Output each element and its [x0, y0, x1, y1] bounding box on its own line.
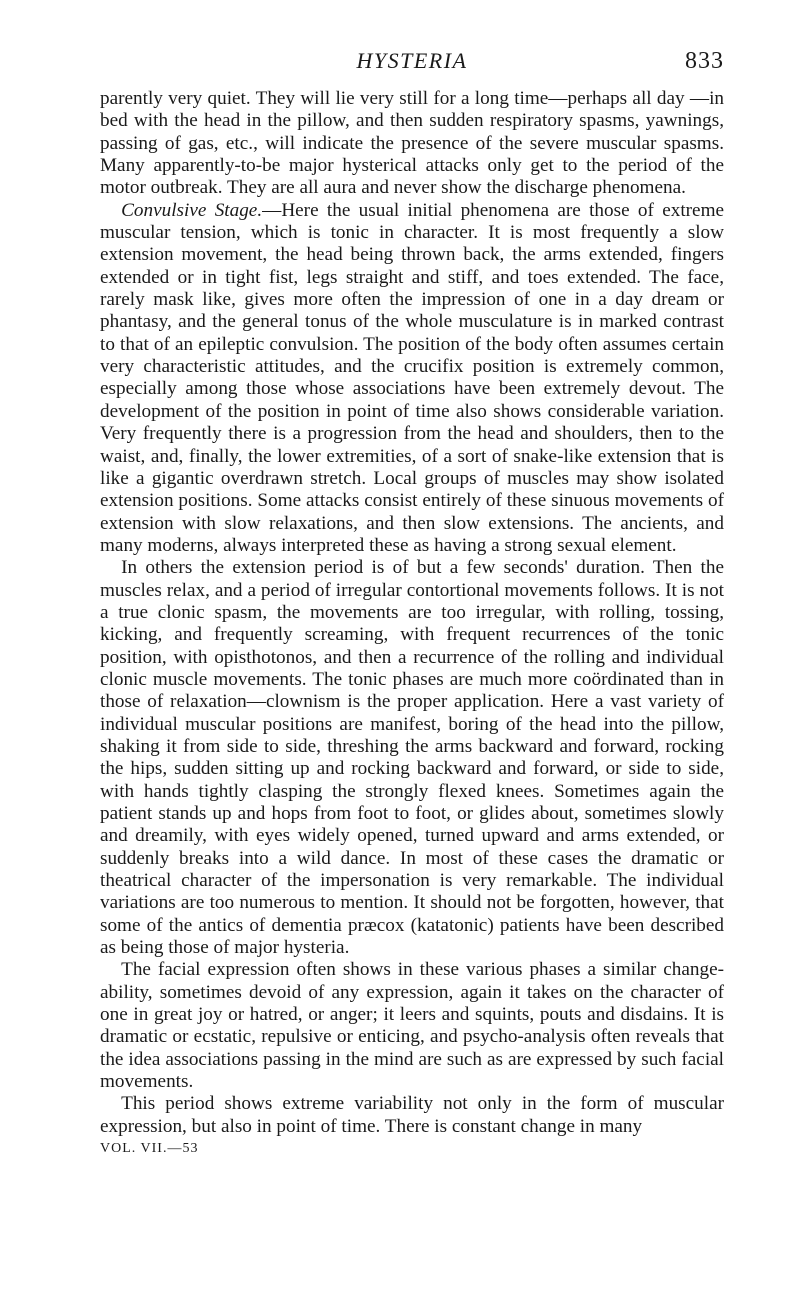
paragraph-text: —Here the usual initial phenomena are those of extreme muscular tension, which is tonic in character. It is most frequently a slow extension movement, the head being thrown back, the arms extended, fingers extended or in tight fist, legs straight and stiff, and toes extended. The face, rarely mask like, gives more often the impression of one in a day dream or phantasy, and the general tonus of the whole musculature is in marked contrast to that of an epileptic convulsion. The position of the body often assumes certain very characteristic attitudes, and the crucifix position is extremely common, especially among those whose associations have been extremely devout. The development of the position in point of time also shows considerable variation. Very frequently there is a progression from the head and shoulders, then to the waist, and, finally, the lower extremities, of a sort of snake-like extension that is like a gigantic overdrawn stretch. Local groups of muscles may show isolated extension positions. Some attacks consist entirely of these sinuous movements of extension with slow relaxations, and then slow extensions. The ancients, and many moderns, always interpreted these as having a strong sexual element. — [100, 199, 725, 556]
paragraph-text: In others the extension period is of but a few seconds' duration. Then the muscles relax, and a period of irregular contortional movements follows. It is not a true clonic spasm, the movements are too irregular, with rolling, tossing, kicking, and frequently screaming, with frequent recurrences of the tonic position, with opisthotonos, and then a recurrence of the rolling and individual clonic muscle movements. The tonic phases are much more coördinated than in those of relaxation—clownism is the proper application. Here a vast variety of individual muscular positions are manifest, boring of the head into the pillow, shaking it from side to side, threshing the arms backward and forward, rocking the hips, sudden sitting up and rocking backward and forward, or side to side, with hands tightly clasping the strongly flexed knees. Sometimes again the patient stands up and hops from foot to foot, or glides about, sometimes slowly and dreamily, with eyes widely opened, turned upward and arms extended, or suddenly breaks into a wild dance. In most of these cases the dramatic or theatrical character of the impersonation is very remarkable. The individual variations are too numerous to mention. It should not be forgotten, however, that some of the antics of dementia præcox (katatonic) patients have been described as being those of major hysteria. — [100, 557, 724, 959]
body-text — [100, 88, 724, 1138]
paragraph-text: This period shows extreme variability not only in the form of muscular expression, but also in point of time. There is constant change in many — [100, 1093, 724, 1137]
paragraph-variability — [100, 1093, 724, 1138]
paragraph-convulsive-stage — [100, 200, 724, 558]
paragraph-continuation — [100, 88, 724, 200]
running-head — [100, 48, 724, 88]
section-lead-heading: Convulsive Stage. — [121, 199, 263, 221]
paragraph-text: parently very quiet. They will lie very still for a long time—perhaps all day —in bed with the head in the pillow, and then sudden respiratory spasms, yawnings, passing of gas, etc., will indicate the presence of the severe muscular spasms. Many apparently-to-be major hysterical attacks only get to the period of the motor outbreak. They are all aura and never show the discharge phenomena. — [100, 88, 724, 199]
running-title: HYSTERIA — [356, 48, 468, 73]
paragraph-text: The facial expression often shows in these various phases a similar changeability, sometimes devoid of any expression, again it takes on the character of one in great joy or hatred, or anger; it leers and squints, pouts and disdains. It is dramatic or ecstatic, repulsive or enticing, and psycho-analysis often reveals that the idea associations passing in the mind are such as are expressed by such facial movements. — [100, 959, 724, 1093]
paragraph-facial-expression — [100, 959, 724, 1093]
book-page — [100, 48, 724, 1159]
paragraph-extension-period — [100, 557, 724, 959]
page-number: 833 — [685, 48, 724, 74]
volume-signature: VOL. VII.—53 — [100, 1141, 199, 1157]
